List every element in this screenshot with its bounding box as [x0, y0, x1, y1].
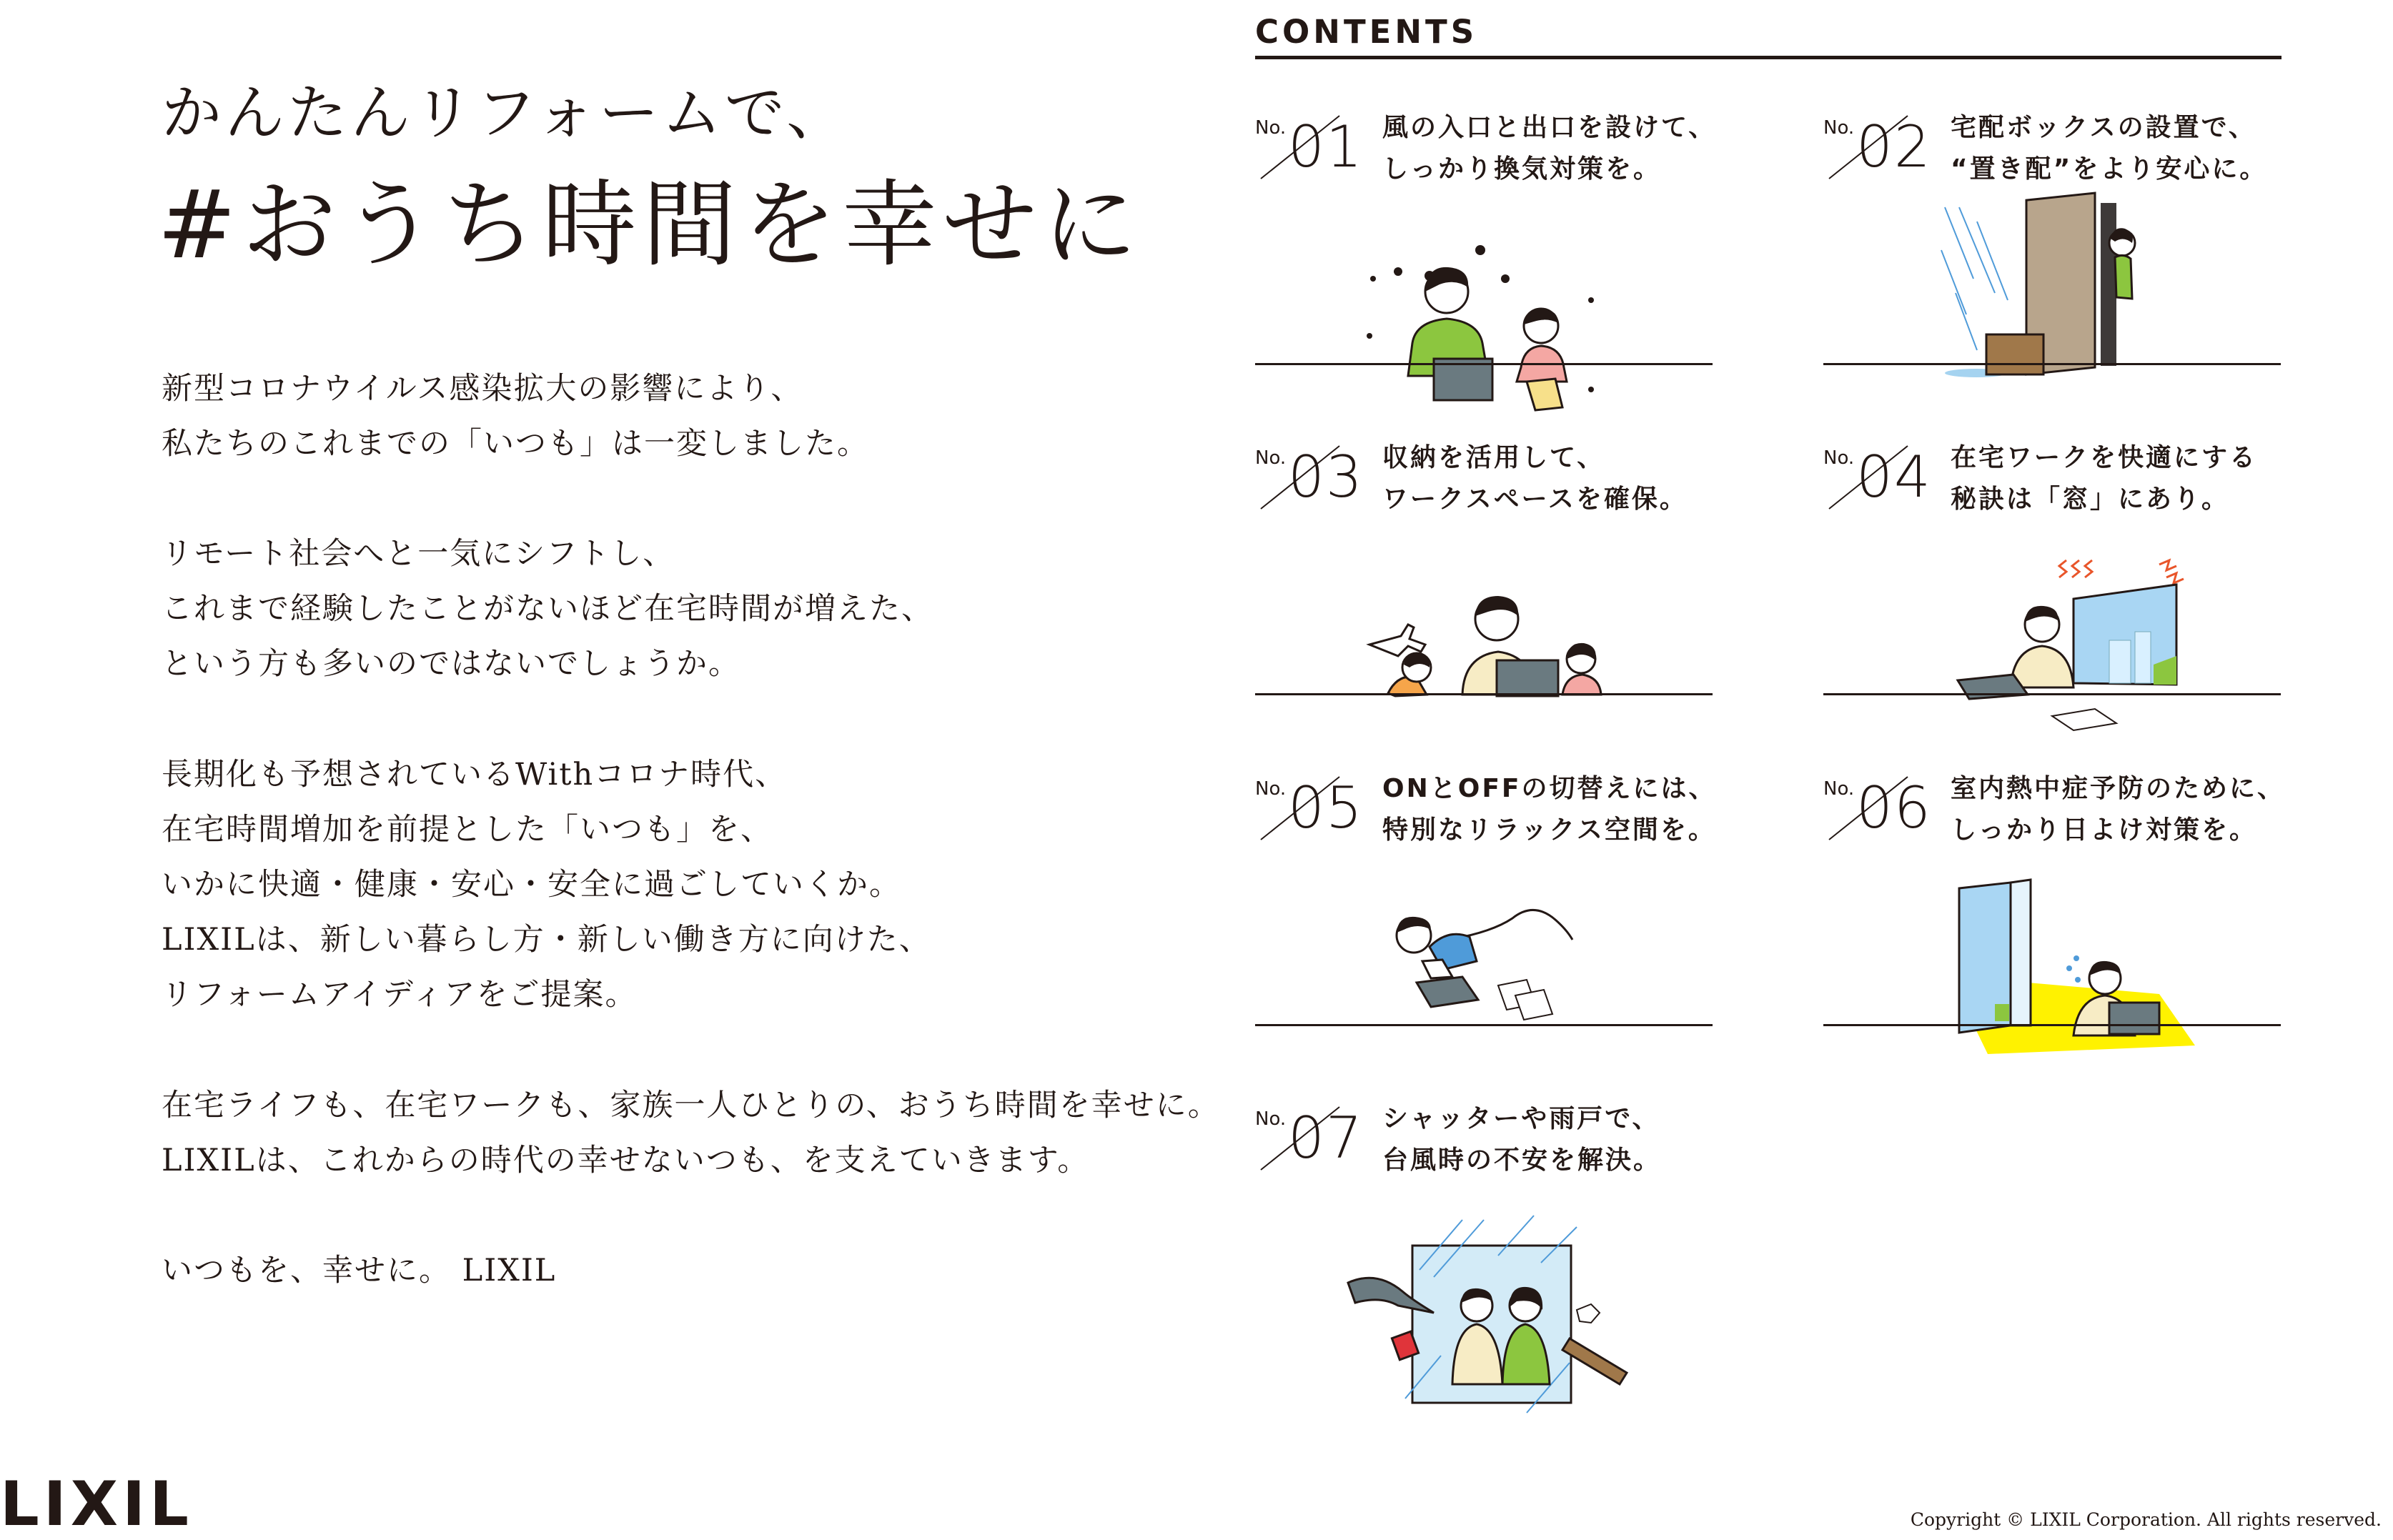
floor-line — [1823, 693, 2281, 695]
contents-item-07[interactable] — [1255, 1098, 1727, 1427]
family-ventilation-illustration — [1255, 107, 1727, 436]
item-title-line: 台風時の不安を解決。 — [1382, 1146, 1662, 1175]
relax-laptop-illustration — [1255, 768, 1727, 1097]
paragraph-line: 在宅時間増加を前提とした「いつも」を、 — [162, 812, 773, 848]
contents-title: CONTENTS — [1255, 13, 1478, 51]
intro-paragraph-2 — [162, 527, 933, 692]
headline: #おうち時間を幸せに — [157, 170, 1143, 280]
delivery-box-door-illustration — [1823, 107, 2295, 436]
item-title-line: ワークスペースを確保。 — [1382, 485, 1688, 514]
item-no-label: No. — [1255, 447, 1287, 469]
lixil-logo: LIXIL — [0, 1469, 193, 1540]
paragraph-line: 私たちのこれまでの「いつも」は一変しました。 — [162, 426, 869, 462]
workspace-family-illustration — [1255, 437, 1727, 766]
item-title-line: ONとOFFの切替えには、 — [1382, 774, 1717, 803]
paragraph-line: リモート社会へと一気にシフトし、 — [162, 536, 675, 572]
intro-paragraph-5 — [162, 1243, 556, 1298]
contents-item-06[interactable] — [1823, 768, 2295, 1097]
item-title-line: 室内熱中症予防のために、 — [1951, 774, 2286, 803]
paragraph-line: いつもを、幸せに。 LIXIL — [162, 1253, 557, 1288]
item-number: 03 — [1288, 444, 1364, 510]
item-number: 04 — [1856, 444, 1932, 510]
item-title-line: シャッターや雨戸で、 — [1382, 1104, 1660, 1133]
contents-item-01[interactable] — [1255, 107, 1727, 436]
item-title-line: 秘訣は「窓」にあり。 — [1951, 485, 2230, 514]
floor-line — [1255, 693, 1713, 695]
paragraph-line: リフォームアイディアをご提案。 — [162, 977, 638, 1013]
floor-line — [1255, 1024, 1713, 1026]
item-no-label: No. — [1255, 1108, 1287, 1130]
item-number: 06 — [1856, 775, 1932, 841]
floor-line — [1255, 363, 1713, 365]
item-number: 07 — [1288, 1105, 1364, 1171]
item-title-line: 収納を活用して、 — [1382, 443, 1605, 472]
paragraph-line: いかに快適・健康・安心・安全に過ごしていくか。 — [162, 867, 901, 903]
item-title-line: “置き配”をより安心に。 — [1951, 154, 2268, 184]
paragraph-line: これまで経験したことがないほど在宅時間が増えた、 — [162, 591, 933, 627]
item-title-line: しっかり換気対策を。 — [1382, 154, 1662, 184]
item-no-label: No. — [1823, 117, 1855, 139]
paragraph-line: 在宅ライフも、在宅ワークも、家族一人ひとりの、おうち時間を幸せに。 — [162, 1088, 1220, 1123]
item-number: 05 — [1288, 775, 1364, 841]
item-no-label: No. — [1255, 778, 1287, 800]
copyright-notice: Copyright © LIXIL Corporation. All rights reserved. — [1910, 1509, 2382, 1530]
item-no-label: No. — [1823, 778, 1855, 800]
paragraph-line: 新型コロナウイルス感染拡大の影響により、 — [162, 371, 803, 407]
contents-item-05[interactable] — [1255, 768, 1727, 1097]
intro-paragraph-3 — [162, 747, 931, 1023]
item-title-line: 宅配ボックスの設置で、 — [1951, 113, 2256, 142]
paragraph-line: LIXILは、新しい暮らし方・新しい働き方に向けた、 — [162, 922, 931, 958]
paragraph-line: LIXILは、これからの時代の幸せないつも、を支えていきます。 — [162, 1143, 1090, 1178]
item-number: 02 — [1856, 114, 1932, 180]
item-no-label: No. — [1255, 117, 1287, 139]
intro-paragraph-1 — [162, 362, 869, 472]
paragraph-line: 長期化も予想されているWithコロナ時代、 — [162, 757, 788, 793]
item-number: 01 — [1288, 114, 1364, 180]
item-title-line: しっかり日よけ対策を。 — [1951, 815, 2258, 845]
typhoon-window-illustration — [1255, 1098, 1727, 1427]
contents-item-03[interactable] — [1255, 437, 1727, 766]
intro-paragraph-4 — [162, 1078, 1220, 1188]
item-title-line: 特別なリラックス空間を。 — [1382, 815, 1716, 845]
subtitle: かんたんリフォームで、 — [162, 78, 850, 148]
item-title-line: 在宅ワークを快適にする — [1951, 443, 2258, 472]
paragraph-line: という方も多いのではないでしょうか。 — [162, 646, 740, 682]
item-title-line: 風の入口と出口を設けて、 — [1382, 113, 1717, 142]
sunshade-window-illustration — [1823, 768, 2295, 1097]
contents-item-02[interactable] — [1823, 107, 2295, 436]
floor-line — [1823, 363, 2281, 365]
item-no-label: No. — [1823, 447, 1855, 469]
contents-rule — [1255, 56, 2281, 59]
contents-item-04[interactable] — [1823, 437, 2295, 766]
floor-line — [1823, 1024, 2281, 1026]
window-worker-illustration — [1823, 437, 2295, 766]
